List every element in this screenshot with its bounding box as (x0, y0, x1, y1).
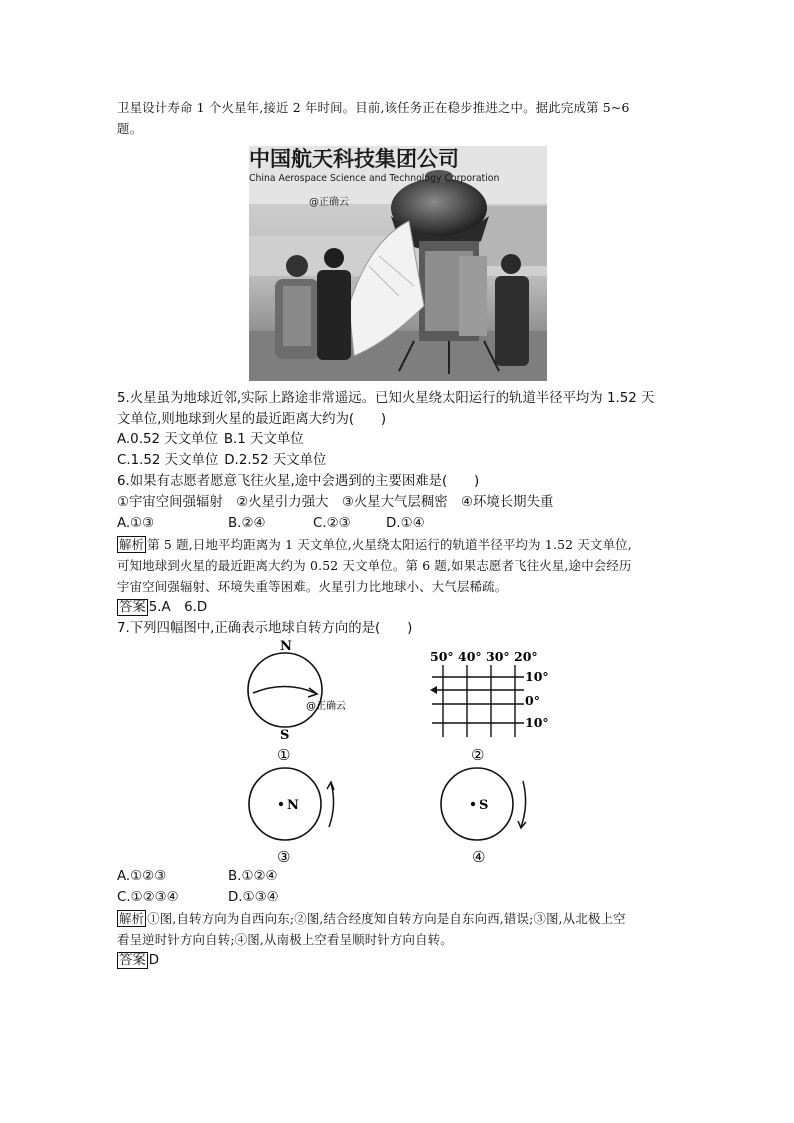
banner-en: China Aerospace Science and Technology Corporation (249, 173, 500, 184)
fig2-lat-top: 10° (525, 669, 549, 684)
fig4-label: ④ (472, 848, 486, 865)
q5-option-a: A.0.52 天文单位 (117, 432, 218, 447)
fig1-south: S (280, 728, 290, 743)
daan-2-text: D (148, 953, 160, 968)
q6-option-d: D.①④ (386, 516, 425, 531)
daan-1 (117, 598, 207, 618)
figure-4 (435, 765, 555, 865)
daan-2-tag: 答案 (119, 953, 146, 968)
q7-option-d: D.①③④ (228, 890, 279, 905)
jiexi-2-line-2: 看呈逆时针方向自转;④图,从南极上空看呈顺时针方向自转。 (117, 932, 453, 947)
q5-option-b: B.1 天文单位 (223, 432, 304, 447)
fig2-lat-bot: 10° (525, 715, 549, 730)
q6-option-b: B.②④ (228, 516, 266, 531)
fig3-pole: N (287, 798, 299, 813)
q5-option-d: D.2.52 天文单位 (224, 453, 327, 468)
jiexi-1-line-3: 宇宙空间强辐射、环境失重等困难。火星引力比地球小、大气层稀疏。 (117, 579, 508, 594)
jiexi-2-tag: 解析 (119, 911, 145, 926)
fig3-label: ③ (277, 848, 291, 865)
satellite-photo (249, 146, 547, 381)
q7-line-1: 7.下列四幅图中,正确表示地球自转方向的是( ) (117, 621, 413, 636)
intro-line-2: 题。 (117, 121, 143, 136)
figure-1 (243, 636, 363, 764)
figure-3 (243, 765, 363, 865)
fig1-north: N (280, 639, 292, 654)
banner-cn: 中国航天科技集团公司 (249, 147, 459, 171)
fig2-lat-mid: 0° (525, 693, 540, 708)
jiexi-1-line-2: 可知地球到火星的最近距离大约为 0.52 天文单位。第 6 题,如果志愿者飞往火星,途中会经历 (117, 558, 632, 573)
q5-options-ab (117, 430, 304, 450)
q6-line-1: 6.如果有志愿者愿意飞往火星,途中会遇到的主要困难是( ) (117, 474, 480, 489)
q5-line-2: 文单位,则地球到火星的最近距离大约为( ) (117, 412, 387, 427)
q5-option-c: C.1.52 天文单位 (117, 453, 219, 468)
fig1-watermark: @正确云 (306, 701, 346, 712)
q5-line-1: 5.火星虽为地球近邻,实际上路途非常遥远。已知火星绕太阳运行的轨道半径平均为 1.52 天 (117, 391, 655, 406)
figure-2 (424, 647, 554, 765)
jiexi-1-line-1: 解析 第 5 题,日地平均距离为 1 天文单位,火星绕太阳运行的轨道半径平均为 1.52 天文单位, (119, 537, 632, 552)
fig4-pole: S (479, 798, 489, 813)
jiexi-2-line-1: 解析 ①图,自转方向为自西向东;②图,结合经度知自转方向是自东向西,错误;③图,从北极上空 (119, 911, 626, 926)
fig2-longitudes: 50° 40° 30° 20° (430, 649, 538, 664)
photo-watermark: @正确云 (309, 197, 349, 208)
fig2-label: ② (471, 746, 485, 764)
q7-option-b: B.①②④ (228, 869, 278, 884)
daan-1-tag: 答案 (119, 600, 146, 615)
fig1-label: ① (277, 746, 291, 764)
daan-1-text: 5.A 6.D (148, 600, 208, 615)
daan-2 (117, 951, 159, 971)
intro-line-1: 卫星设计寿命 1 个火星年,接近 2 年时间。目前,该任务正在稳步推进之中。据此完成第 5~6 (117, 100, 630, 115)
q7-option-c: C.①②③④ (117, 890, 179, 905)
q6-items: ①宇宙空间强辐射 ②火星引力强大 ③火星大气层稠密 ④环境长期失重 (117, 495, 554, 510)
q7-option-a: A.①②③ (117, 869, 167, 884)
q5-options-cd (117, 451, 326, 471)
q6-option-a: A.①③ (117, 516, 155, 531)
jiexi-1-tag: 解析 (119, 537, 145, 552)
q6-option-c: C.②③ (313, 516, 351, 531)
